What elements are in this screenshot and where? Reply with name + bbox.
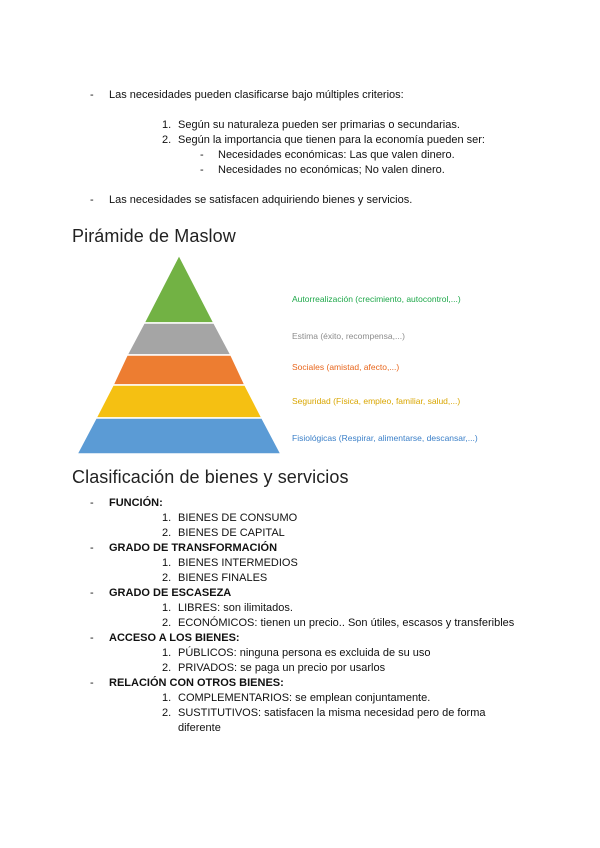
pyramid-level-fisiologicas xyxy=(77,418,281,454)
maslow-label-sociales: Sociales (amistad, afecto,...) xyxy=(292,362,400,372)
intro-line-2: Las necesidades se satisfacen adquiriendo bienes y servicios. xyxy=(109,194,413,206)
item-number: 2. xyxy=(162,707,172,719)
group-item xyxy=(162,661,385,676)
maslow-label-fisiologicas: Fisiológicas (Respirar, alimentarse, descansar,...) xyxy=(292,433,478,443)
bullet-dash: - xyxy=(200,149,204,161)
item-text: Según la importancia que tienen para la economía pueden ser: xyxy=(178,134,485,146)
bullet-dash: - xyxy=(90,677,94,689)
group-item xyxy=(162,691,430,706)
group-title-relacion: RELACIÓN CON OTROS BIENES: xyxy=(109,677,284,689)
intro-line-1: Las necesidades pueden clasificarse bajo múltiples criterios: xyxy=(109,89,404,101)
pyramid-level-seguridad xyxy=(96,385,262,418)
item-text: BIENES FINALES xyxy=(178,572,268,584)
item-number: 1. xyxy=(162,692,172,704)
group-title-transformacion: GRADO DE TRANSFORMACIÓN xyxy=(109,542,278,554)
bullet-dash: - xyxy=(200,164,204,176)
maslow-label-autorrealizacion: Autorrealización (crecimiento, autocontrol,...) xyxy=(292,294,461,304)
bullet-dash: - xyxy=(90,542,94,554)
item-text: LIBRES: son ilimitados. xyxy=(178,602,293,614)
item-number: 1. xyxy=(162,512,172,524)
item-number: 1. xyxy=(162,557,172,569)
bullet-dash: - xyxy=(90,89,94,101)
item-number: 2. xyxy=(162,572,172,584)
bullet-dash: - xyxy=(90,587,94,599)
item-text: ECONÓMICOS: tienen un precio.. Son útiles, escasos y transferibles xyxy=(178,617,515,629)
section-heading-clasificacion: Clasificación de bienes y servicios xyxy=(72,467,349,487)
group-title-escaseza: GRADO DE ESCASEZA xyxy=(109,587,232,599)
item-number: 1. xyxy=(162,602,172,614)
group-title-funcion: FUNCIÓN: xyxy=(109,497,163,509)
intro-subitem-1: Necesidades económicas: Las que valen dinero. xyxy=(218,149,455,161)
item-text: Según su naturaleza pueden ser primarias o secundarias. xyxy=(178,119,460,131)
item-text: SUSTITUTIVOS: satisfacen la misma necesidad pero de forma diferente xyxy=(178,707,486,734)
section-heading-maslow: Pirámide de Maslow xyxy=(72,226,236,246)
intro-subitem-2: Necesidades no económicas; No valen dinero. xyxy=(218,164,445,176)
group-item xyxy=(162,601,293,616)
group-item xyxy=(162,706,502,736)
group-item xyxy=(162,571,267,586)
item-number: 2. xyxy=(162,527,172,539)
pyramid-level-autorrealizacion xyxy=(144,255,214,323)
group-item xyxy=(162,511,297,526)
item-number: 1. xyxy=(162,647,172,659)
bullet-dash: - xyxy=(90,632,94,644)
group-title-acceso: ACCESO A LOS BIENES: xyxy=(109,632,240,644)
group-item xyxy=(162,616,514,631)
intro-item-2 xyxy=(162,133,485,148)
group-item xyxy=(162,526,285,541)
bullet-dash: - xyxy=(90,497,94,509)
group-item xyxy=(162,646,431,661)
group-item xyxy=(162,556,298,571)
item-text: BIENES INTERMEDIOS xyxy=(178,557,298,569)
item-text: PRIVADOS: se paga un precio por usarlos xyxy=(178,662,386,674)
item-number: 1. xyxy=(162,119,172,131)
item-number: 2. xyxy=(162,662,172,674)
item-text: BIENES DE CONSUMO xyxy=(178,512,298,524)
maslow-label-estima: Estima (éxito, recompensa,...) xyxy=(292,331,405,341)
item-text: PÚBLICOS: ninguna persona es excluida de su uso xyxy=(178,647,431,659)
intro-item-1 xyxy=(162,118,460,133)
pyramid-level-estima xyxy=(127,323,231,355)
bullet-dash: - xyxy=(90,194,94,206)
item-text: COMPLEMENTARIOS: se emplean conjuntamente. xyxy=(178,692,431,704)
item-text: BIENES DE CAPITAL xyxy=(178,527,285,539)
maslow-pyramid xyxy=(74,255,284,455)
pyramid-level-sociales xyxy=(113,355,245,385)
maslow-label-seguridad: Seguridad (Física, empleo, familiar, salud,...) xyxy=(292,396,461,406)
item-number: 2. xyxy=(162,617,172,629)
item-number: 2. xyxy=(162,134,172,146)
